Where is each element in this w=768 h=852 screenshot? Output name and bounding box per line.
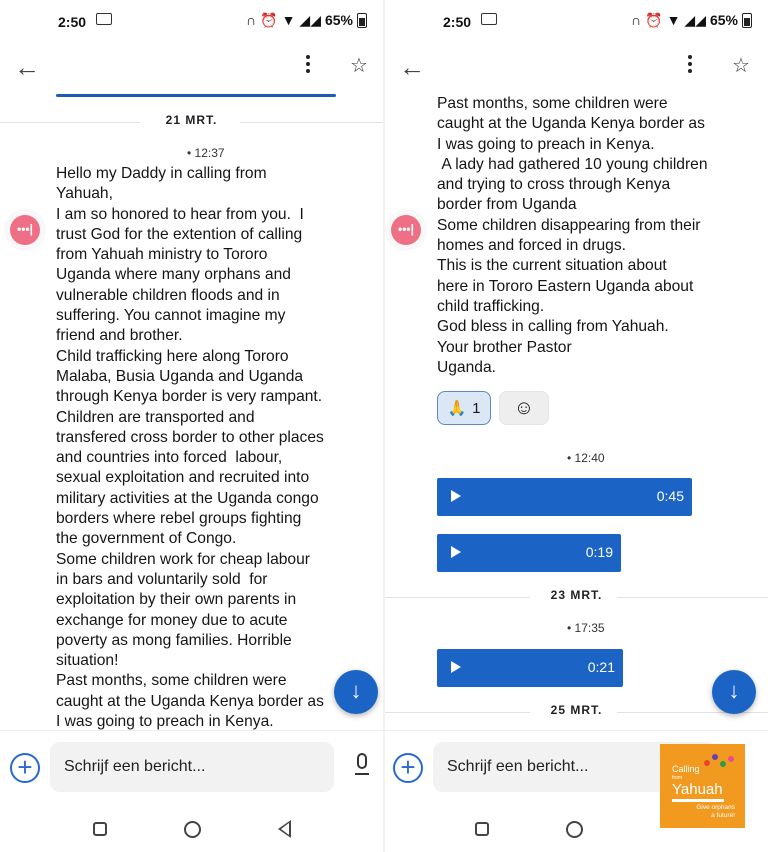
calling-from-yahuah-logo	[660, 744, 745, 828]
date-separator: 21 MRT.	[0, 113, 383, 133]
play-icon[interactable]	[451, 546, 461, 558]
nav-back-button[interactable]	[278, 820, 291, 838]
date-separator: 23 MRT.	[385, 588, 768, 608]
logo-line-1: Calling	[672, 764, 700, 774]
pray-emoji: 🙏	[447, 400, 467, 417]
recents-button[interactable]	[475, 822, 489, 836]
wifi-icon: ▼	[666, 12, 681, 28]
add-reaction-button[interactable]	[499, 391, 549, 425]
status-time: 2:50	[443, 14, 472, 30]
battery-icon	[742, 13, 752, 28]
message-text: Past months, some children were caught at the Uganda Kenya border as I was going to preach in Kenya. A lady had gathered 10 young children and trying to cross through Kenya border from Uganda Some children disappearing from their homes and forced in drugs. This is the current situation about here in Tororo Eastern Uganda about child trafficking. God bless in calling from Yahuah. Your brother Pastor Uganda.	[437, 95, 708, 376]
play-icon[interactable]	[451, 490, 461, 502]
message-time: • 12:40	[567, 451, 605, 465]
reaction-count: 1	[472, 399, 481, 417]
message-composer	[0, 730, 383, 802]
audio-message[interactable]	[437, 478, 692, 516]
signal-icon: ◢◢	[684, 12, 706, 28]
left-screen	[0, 0, 383, 852]
back-arrow-icon[interactable]: ←	[399, 52, 425, 82]
message-text: Hello my Daddy in calling from Yahuah, I am so honored to hear from you. I trust God for the extention of calling from Yahuah ministry to Tororo Uganda where many orphans and vulnerable children floods and in suffering. You cannot imagine my friend and brother. Child trafficking here along Tororo Malaba, Busia Uganda and Uganda through Kenya border is very rampant. Children are transported and transfered cross border to other places and countries into forced labour, sexual exploitation and recruited into military activities at the Uganda congo borders where rebel groups fighting the government of Congo. Some children work for cheap labour in bars and voluntarily sold for exploitation by their own parents in exchange for money due to acute poverty as mong families. Horrible situation! Past months, some children were caught at the Uganda Kenya border as I was going to preach in Kenya.	[56, 165, 324, 730]
add-attachment-button[interactable]: +	[393, 753, 423, 783]
logo-tagline: Give orphans a future!	[696, 804, 735, 819]
star-icon[interactable]: ☆	[350, 55, 368, 77]
sender-avatar[interactable]: •••|	[10, 215, 40, 245]
more-options-icon[interactable]	[685, 52, 695, 82]
signal-icon: ◢◢	[299, 12, 321, 28]
message-time: • 17:35	[567, 621, 605, 635]
audio-message[interactable]	[437, 534, 621, 572]
audio-duration: 0:19	[585, 544, 613, 560]
add-emoji-icon: ☺	[513, 396, 535, 419]
message-input[interactable]	[50, 742, 334, 792]
sms-notification-icon	[96, 13, 112, 25]
battery-icon	[357, 13, 367, 28]
home-button[interactable]	[566, 821, 583, 838]
star-icon[interactable]: ☆	[732, 55, 750, 77]
right-screen	[385, 0, 768, 852]
sender-avatar[interactable]: •••|	[391, 215, 421, 245]
home-button[interactable]	[184, 821, 201, 838]
alarm-icon: ⏰	[645, 12, 663, 28]
app-bar	[385, 44, 768, 94]
scroll-down-button[interactable]: ↓	[334, 670, 378, 714]
audio-duration: 0:21	[587, 659, 615, 675]
sms-notification-icon	[481, 13, 497, 25]
previous-message-bubble-edge	[56, 94, 336, 97]
scroll-down-button[interactable]: ↓	[712, 670, 756, 714]
status-bar	[0, 0, 383, 44]
add-attachment-button[interactable]: +	[10, 753, 40, 783]
message-time: • 12:37	[187, 146, 225, 160]
microphone-icon[interactable]	[355, 753, 369, 783]
system-nav-bar	[0, 802, 383, 852]
more-options-icon[interactable]	[303, 52, 313, 82]
wifi-icon: ▼	[281, 12, 296, 28]
chat-thread[interactable]	[0, 94, 383, 730]
date-separator: 25 MRT.	[385, 703, 768, 723]
chat-thread[interactable]	[385, 94, 768, 730]
logo-line-2: from	[672, 775, 682, 781]
app-bar	[0, 44, 383, 94]
headphones-icon: ∩	[246, 12, 257, 28]
headphones-icon: ∩	[631, 12, 642, 28]
children-figures-icon	[702, 752, 736, 774]
recents-button[interactable]	[93, 822, 107, 836]
status-bar	[385, 0, 768, 44]
audio-duration: 0:45	[656, 488, 684, 504]
play-icon[interactable]	[451, 661, 461, 673]
battery-percentage: 65%	[324, 12, 353, 28]
audio-message[interactable]	[437, 649, 623, 687]
status-time: 2:50	[58, 14, 87, 30]
alarm-icon: ⏰	[260, 12, 278, 28]
logo-line-3: Yahuah	[672, 781, 723, 798]
back-arrow-icon[interactable]: ←	[14, 52, 40, 82]
pray-reaction-chip[interactable]	[437, 391, 491, 425]
battery-percentage: 65%	[709, 12, 738, 28]
